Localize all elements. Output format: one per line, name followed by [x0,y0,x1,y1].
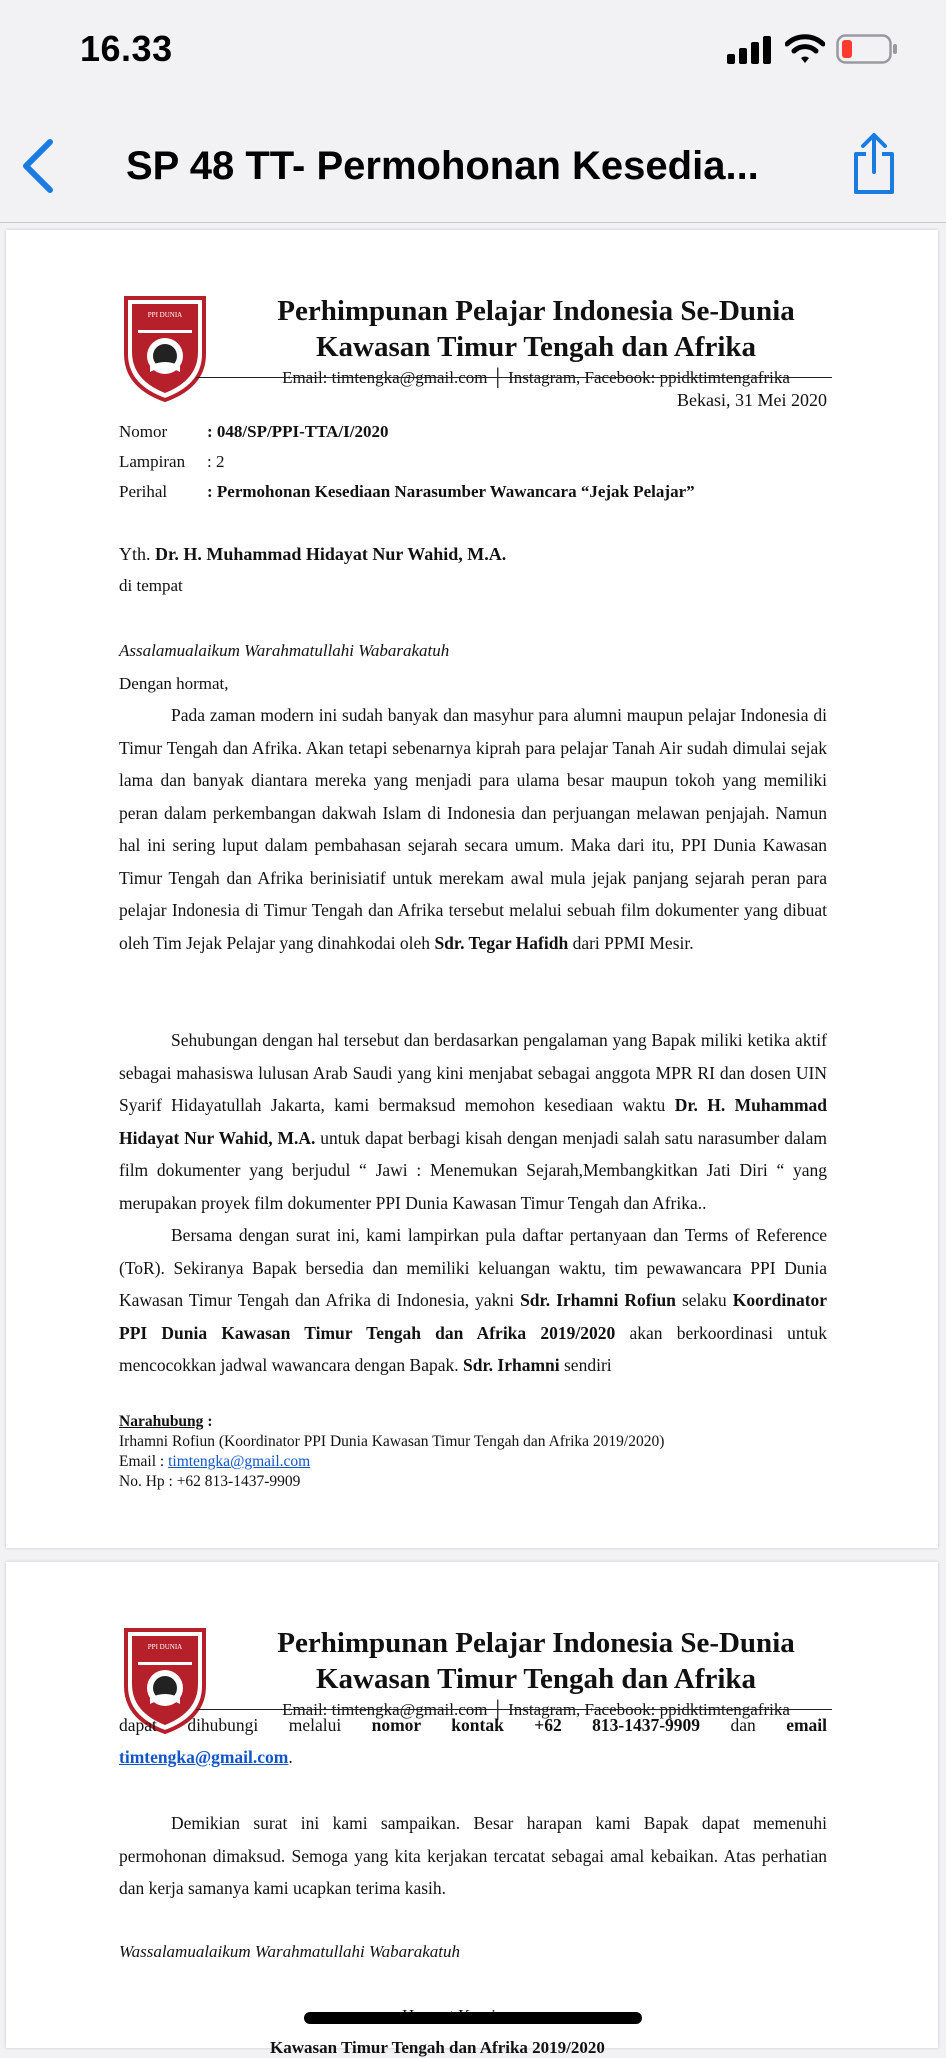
back-chevron-icon[interactable] [18,138,58,194]
greeting: Dengan hormat, [119,674,229,693]
letterhead-page-2 [116,1592,836,1722]
nomor-row [119,422,389,442]
org-name-line2: Kawasan Timur Tengah dan Afrika [316,331,756,363]
org-name-line1: Perhimpunan Pelajar Indonesia Se-Dunia [277,295,795,327]
letterhead-contact: Email: timtengka@gmail.com │ Instagram, Facebook: ppidktimtengafrika [282,368,790,387]
narahubung-heading: Narahubung : [119,1413,213,1430]
home-indicator[interactable] [304,2012,642,2024]
logo-text: PPI DUNIA [147,311,183,319]
battery-low-icon [836,34,898,64]
paragraph-4-line1: dapat dihubungi melalui nomor kontak +62 813-1437-9909 dan email [119,1715,828,1735]
navigation-bar [0,100,946,223]
signature-line: Kawasan Timur Tengah dan Afrika 2019/2020 [270,2038,605,2057]
perihal-row [119,482,695,502]
org-name-line2: Kawasan Timur Tengah dan Afrika [316,1663,756,1695]
ppi-dunia-logo [122,294,208,402]
letter-date: Bekasi, 31 Mei 2020 [677,390,827,410]
salam-closing: Wassalamualaikum Warahmatullahi Wabarakatuh [119,1942,460,1961]
status-bar [0,0,946,100]
di-tempat: di tempat [119,576,183,595]
paragraph-3: Bersama dengan surat ini, kami lampirkan pula daftar pertanyaan dan Terms of Reference (ToR). Sekiranya Bapak bersedia dan memiliki keluangan waktu, tim pewawancara PPI Dunia Kawasan Timur Tengah dan Afrika di Indonesia, yakni Sdr. Irhamni Rofiun selaku Koordinator PPI Dunia Kawasan Timur Tengah dan Afrika 2019/2020 akan berkoordinasi untuk mencocokkan jadwal wawancara dengan Bapak. Sdr. Irhamni sendiri [119,1225,828,1375]
paragraph-5: Demikian surat ini kami sampaikan. Besar harapan kami Bapak dapat memenuhi permohonan dimaksud. Semoga yang kita kerjakan tercatat sebagai amal kebaikan. Atas perhatian dan kerja samanya kami ucapkan terima kasih. [119,1813,827,1898]
narahubung-email-row: Email : timtengka@gmail.com [119,1453,311,1470]
lampiran-label: Lampiran [119,452,186,471]
pdf-page-2[interactable] [6,1562,938,2057]
perihal-value: : Permohonan Kesediaan Narasumber Wawancara “Jejak Pelajar” [207,482,695,501]
wifi-icon [785,33,825,65]
org-name-line1: Perhimpunan Pelajar Indonesia Se-Dunia [277,1627,795,1659]
logo-text: PPI DUNIA [147,1643,183,1651]
recipient-row [119,544,506,565]
pdf-page-1[interactable] [6,230,938,1548]
narahubung-name: Irhamni Rofiun (Koordinator PPI Dunia Kawasan Timur Tengah dan Afrika 2019/2020) [119,1433,665,1450]
lampiran-row [119,452,224,472]
nomor-label: Nomor [119,422,168,441]
contact-email-link[interactable]: timtengka@gmail.com [119,1747,289,1767]
cellular-signal-icon [727,36,773,64]
letterhead-divider [196,377,832,378]
yth-label: Yth. [119,544,151,564]
paragraph-1: Pada zaman modern ini sudah banyak dan masyhur para alumni maupun pelajar Indonesia di Timur Tengah dan Afrika. Akan tetapi sebenarnya kiprah para pelajar Tanah Air sudah dimulai sejak lama dan banyak diantara mereka yang menjadi para ulama besar maupun tokoh yang memiliki peran dalam perkembangan dakwah Islam di Indonesia dan perjuangan melawan penjajah. Namun hal ini sering luput dalam pembahasan sejarah secara umum. Maka dari itu, PPI Dunia Kawasan Timur Tengah dan Afrika berinisiatif untuk merekam awal mula jejak panjang sejarah peran para pelajar Indonesia di Timur Tengah dan Afrika tersebut melalui sebuah film dokumenter yang dibuat oleh Tim Jejak Pelajar yang dinahkodai oleh Sdr. Tegar Hafidh dari PPMI Mesir. [119,705,827,953]
salam-opening: Assalamualaikum Warahmatullahi Wabarakatuh [119,641,450,660]
letterhead [116,260,836,390]
narahubung-phone: No. Hp : +62 813-1437-9909 [119,1473,301,1490]
paragraph-4-line2: timtengka@gmail.com. [119,1747,293,1767]
paragraph-2: Sehubungan dengan hal tersebut dan berdasarkan pengalaman yang Bapak miliki ketika aktif sebagai mahasiswa lulusan Arab Saudi yang kini menjabat sebagai anggota MPR RI dan dosen UIN Syarif Hidayatullah Jakarta, kami bermaksud memohon kesediaan waktu Dr. H. Muhammad Hidayat Nur Wahid, M.A. untuk dapat berbagi kisah dengan menjadi salah satu narasumber dalam film dokumenter yang berjudul “ Jawi : Menemukan Sejarah,Membangkitkan Jati Diri “ yang merupakan proyek film dokumenter PPI Dunia Kawasan Timur Tengah dan Afrika.. [119,1030,828,1213]
narahubung-email-link[interactable]: timtengka@gmail.com [168,1453,311,1470]
nomor-value: : 048/SP/PPI-TTA/I/2020 [207,422,389,441]
share-icon[interactable] [848,132,900,196]
lampiran-value: : 2 [207,452,225,471]
status-time: 16.33 [80,28,173,69]
document-title: SP 48 TT- Permohonan Kesedia... [126,144,759,188]
recipient-name: Dr. H. Muhammad Hidayat Nur Wahid, M.A. [155,544,507,564]
letterhead-contact: Email: timtengka@gmail.com │ Instagram, Facebook: ppidktimtengafrika [282,1700,790,1719]
perihal-label: Perihal [119,482,168,501]
